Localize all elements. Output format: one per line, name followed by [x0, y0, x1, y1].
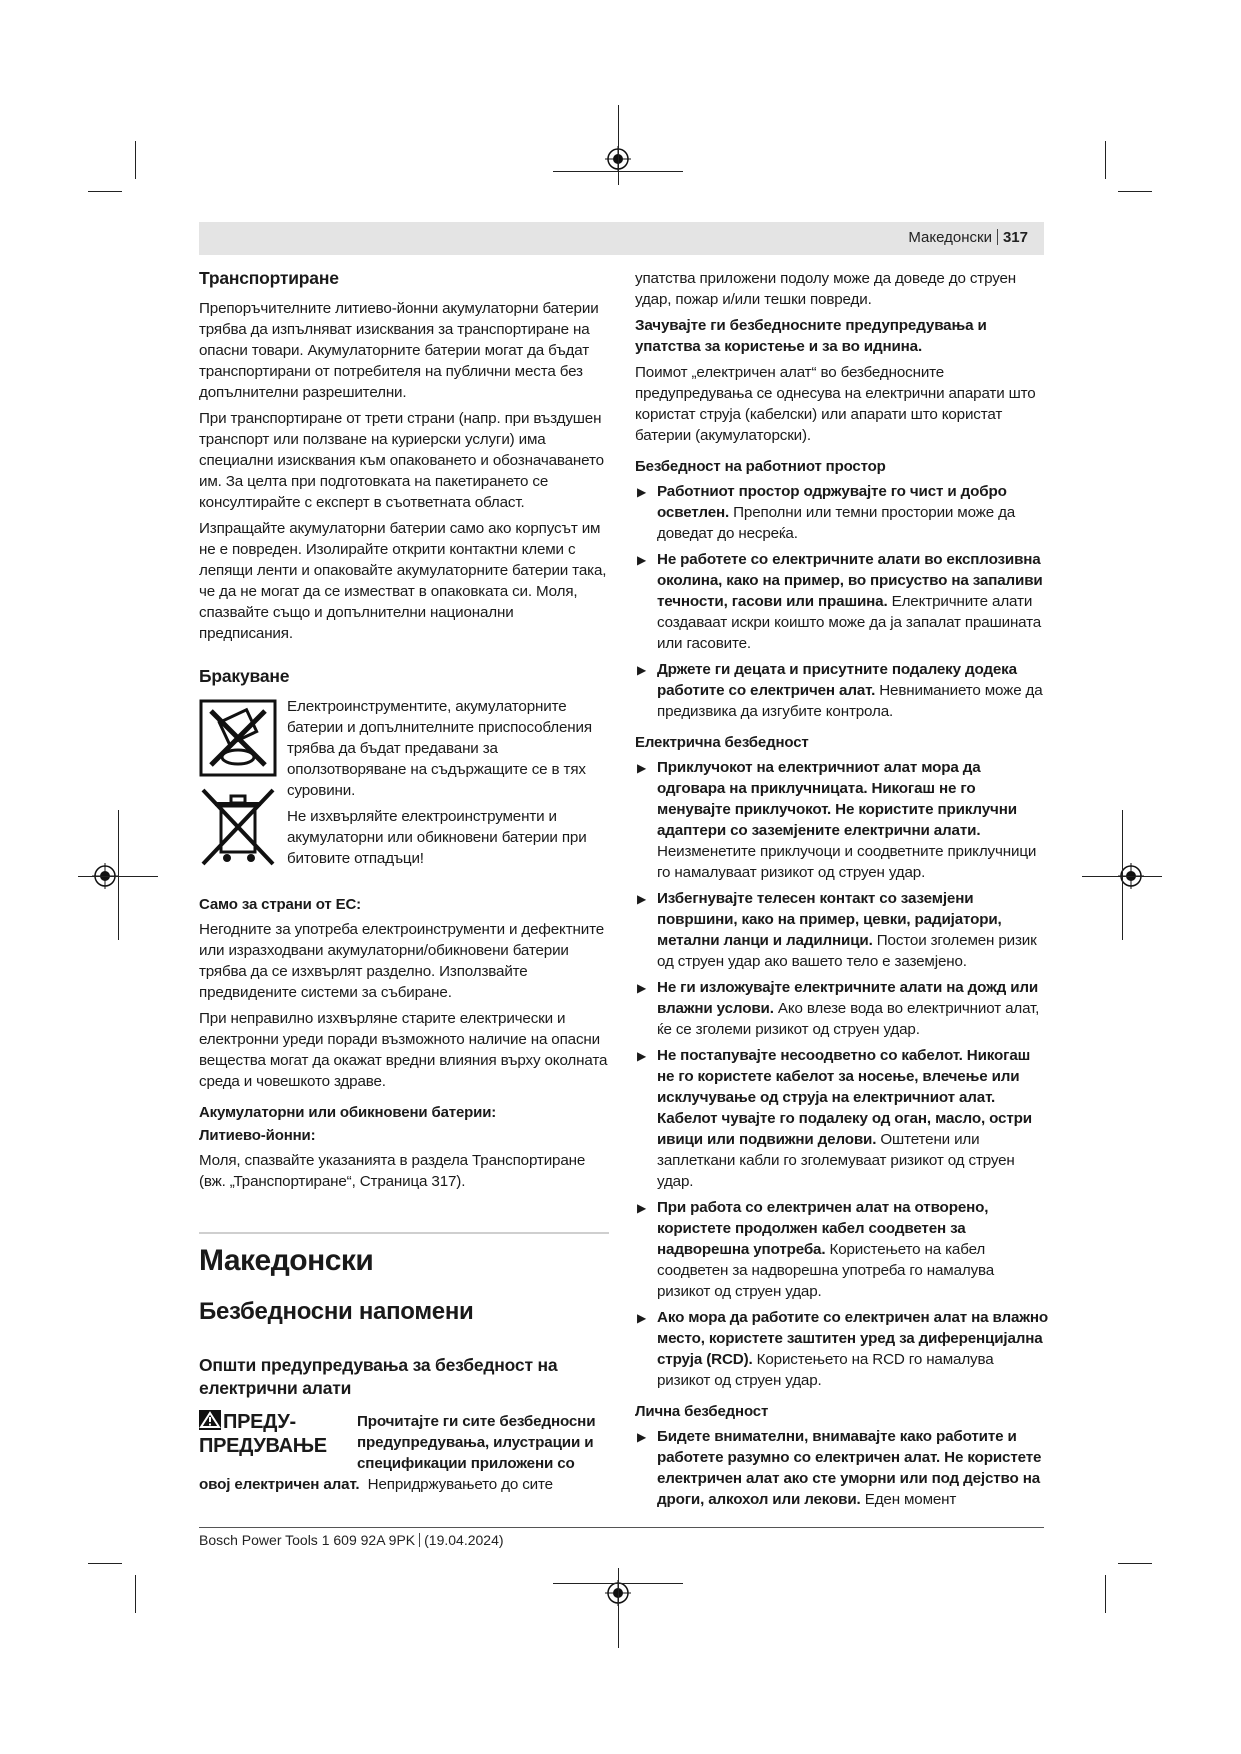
- warning-bold-line: предупредувања, илустрации и: [357, 1434, 594, 1451]
- warning-bold-line: спецификации приложени со: [357, 1455, 575, 1472]
- list-item-text: Неизменетите приклучоци и соодветните приклучници го намалуваат ризикот од струен удар.: [657, 843, 1037, 881]
- crop-mark: [1105, 141, 1106, 179]
- paragraph: упатства приложени подолу може да доведе до струен удар, пожар и/или тешки повреди.: [635, 270, 1017, 308]
- footer-rule: [199, 1527, 1044, 1528]
- crossed-bin-icon: [199, 786, 277, 868]
- list-item-bold: Приклучокот на електричниот алат мора да одговара на приклучницата. Никогаш не го менувајте приклучокот. Не користите приклучни адаптери со заземјените електрични алати.: [657, 759, 1017, 839]
- warning-label: [199, 1410, 327, 1458]
- subsection-title-work-area: Безбедност на работниот простор: [635, 458, 886, 475]
- registration-line: [618, 105, 619, 185]
- bullet-triangle-icon: ▶: [637, 1049, 647, 1063]
- crop-mark: [135, 141, 136, 179]
- bullet-triangle-icon: ▶: [637, 663, 647, 677]
- bullet-triangle-icon: ▶: [637, 485, 647, 499]
- registration-line: [553, 1583, 683, 1584]
- bullet-triangle-icon: ▶: [637, 981, 647, 995]
- warning-bold-line: овој електричен алат.: [199, 1476, 360, 1493]
- section-title-disposal: Бракуване: [199, 666, 290, 686]
- paragraph: При транспортиране от трети страни (напр. при въздушен транспорт или ползване на куриерски услуги) има специални изисквания към опаковането и обозначаването им. За целта при подготовката на пакетирането се консултирайте с експерт в съответната област.: [199, 410, 604, 511]
- bullet-triangle-icon: ▶: [637, 892, 647, 906]
- warning-rest: Непридржувањето до сите: [367, 1476, 553, 1493]
- list-personal: [635, 1426, 1050, 1510]
- bullet-triangle-icon: ▶: [637, 553, 647, 567]
- list-item-text: Користењето на RCD го намалува ризикот од струен удар.: [657, 1351, 994, 1389]
- subsection-title-eu: Само за страни от ЕС:: [199, 896, 361, 913]
- disposal-block: [199, 696, 609, 884]
- paragraph: Не изхвърляйте електроинструменти и акумулаторни или обикновени батерии при битовите отпадъци!: [287, 808, 587, 867]
- warning-triangle-icon: [199, 1410, 221, 1430]
- subsection-title-personal: Лична безбедност: [635, 1403, 769, 1420]
- subsection-title-batteries: Акумулаторни или обикновени батерии:: [199, 1104, 497, 1121]
- paragraph: Поимот „електричен алат“ во безбедносните предупредувања се однесува на електрични апарати што користат струја (кабелски) или апарати што користат батерии (акумулаторски).: [635, 364, 1036, 444]
- subsection-title-electrical: Електрична безбедност: [635, 734, 809, 751]
- paragraph: Препоръчителните литиево-йонни акумулаторни батерии трябва да изпълняват изисквания за транспортиране на опасни товари. Акумулаторните батерии могат да бъдат транспортирани от потребителя на публични места без допълнителни разрешителни.: [199, 300, 599, 401]
- list-item: [635, 549, 1050, 654]
- footer-brand: Bosch Power Tools: [199, 1532, 318, 1548]
- section-title-transport: Транспортиране: [199, 268, 339, 288]
- list-item-bold: Работниот простор одржувајте го чист и добро осветлен.: [657, 483, 1007, 521]
- registration-line: [78, 876, 158, 877]
- list-item-bold: Не ги изложувајте електричните алати на дожд или влажни услови.: [657, 979, 1039, 1017]
- paragraph: Електроинструментите, акумулаторните батерии и допълнителните приспособления трябва да бъдат предавани за оползотворяване на съдържащите се в тях суровини.: [287, 698, 592, 799]
- language-title: Македонски: [199, 1244, 374, 1277]
- bullet-triangle-icon: ▶: [637, 1430, 647, 1444]
- list-item-text: Постои зголемен ризик од струен удар ако вашето тело е заземјено.: [657, 932, 1037, 970]
- warning-text-block: [357, 1411, 607, 1474]
- list-electrical: [635, 757, 1050, 1391]
- list-item: [635, 1307, 1050, 1391]
- general-warnings-title: Општи предупредувања за безбедност на електрични алати: [199, 1355, 558, 1398]
- section-rule: [199, 1232, 609, 1234]
- list-item: [635, 1426, 1050, 1510]
- registration-line: [618, 1568, 619, 1648]
- list-item-text: Преполни или темни простории може да доведат до несреќа.: [657, 504, 1016, 542]
- bullet-triangle-icon: ▶: [637, 1311, 647, 1325]
- paragraph: Моля, спазвайте указанията в раздела Транспортиране (вж. „Транспортиране“, Страница 317).: [199, 1152, 586, 1190]
- list-item-bold: Избегнувајте телесен контакт со заземјени површини, како на пример, цевки, радијатори, метални ланци и ладилници.: [657, 890, 1002, 949]
- list-item-bold: Ако мора да работите со електричен алат на влажно место, користете заштитен уред за диференцијална струја (RCD).: [657, 1309, 1049, 1368]
- bullet-triangle-icon: ▶: [637, 1201, 647, 1215]
- warning-text-last: [199, 1474, 609, 1495]
- header-section: Македонски: [908, 229, 992, 246]
- list-item-text: Невниманието може да предизвика да изгубите контрола.: [657, 682, 1043, 720]
- paragraph: Изпращайте акумулаторни батерии само ако корпусът им не е повреден. Изолирайте открити контактни клеми с лепящи ленти и опаковайте акумулаторните батерии така, че да не могат да се изместват в опаковката си. Моля, спазвайте също и допълнителни национални предписания.: [199, 520, 607, 642]
- list-item-bold: Бидете внимателни, внимавајте како работите и работете разумно со електричен алат. Не користете електричен алат ако сте уморни или под дејство на дроги, алкохол или лекови.: [657, 1428, 1042, 1508]
- list-item: [635, 977, 1050, 1040]
- keep-instructions: Зачувајте ги безбедносните предупредувања и упатства за користење и за во иднина.: [635, 317, 987, 355]
- list-item-bold: Не постапувајте несоодветно со кабелот. Никогаш не го користете кабелот за носење, влечење или исклучување од струја на електричниот алат. Кабелот чувајте го подалеку од оган, масло, остри ивици или подвижни делови.: [657, 1047, 1032, 1148]
- crop-mark: [88, 191, 122, 192]
- registration-line: [118, 810, 119, 940]
- bullet-triangle-icon: ▶: [637, 761, 647, 775]
- warning-label-line1: ПРЕДУ-: [223, 1411, 296, 1433]
- no-household-waste-icon: [199, 699, 277, 777]
- warning-label-line2: ПРЕДУВАЊЕ: [199, 1435, 327, 1457]
- subsection-title-liion: Литиево-йонни:: [199, 1127, 316, 1144]
- safety-title: Безбедносни напомени: [199, 1298, 474, 1325]
- list-item-bold: При работа со електричен алат на отворено, користете продолжен кабел соодветен за надворешна употреба.: [657, 1199, 989, 1258]
- right-column: [635, 268, 1050, 1515]
- page-header: [199, 222, 1044, 255]
- left-column: [199, 268, 609, 1197]
- list-item-bold: Држете ги децата и присутните подалеку додека работите со електричен алат.: [657, 661, 1017, 699]
- list-item-text: Електричните алати создаваат искри коишто може да ја запалат прашината или гасовите.: [657, 593, 1042, 652]
- paragraph: При неправилно изхвърляне старите електрически и електронни уреди поради възможното наличие на опасни вещества могат да окажат вредни влияния върху околната среда и човешкото здраве.: [199, 1010, 608, 1090]
- list-item: [635, 1045, 1050, 1192]
- crop-mark: [88, 1563, 122, 1564]
- header-text: [908, 229, 1028, 246]
- crop-mark: [1118, 1563, 1152, 1564]
- crop-mark: [1105, 1575, 1106, 1613]
- list-item: [635, 1197, 1050, 1302]
- list-work-area: [635, 481, 1050, 722]
- list-item: [635, 757, 1050, 883]
- list-item: [635, 481, 1050, 544]
- registration-line: [553, 171, 683, 172]
- paragraph: Негодните за употреба електроинструменти и дефектните или изразходвани акумулаторни/обикновени батерии трябва да се изхвърлят разделно. Използвайте предвидените системи за събиране.: [199, 921, 605, 1001]
- warning-bold-line: Прочитајте ги сите безбедносни: [357, 1413, 596, 1430]
- crop-mark: [1118, 191, 1152, 192]
- footer-date: (19.04.2024): [424, 1532, 504, 1548]
- footer-docnum: 1 609 92A 9PK: [321, 1532, 416, 1548]
- registration-line: [1082, 876, 1162, 877]
- registration-line: [1122, 810, 1123, 940]
- page-footer: [199, 1532, 504, 1548]
- page-number: 317: [1002, 229, 1028, 246]
- list-item-text: Користењето на кабел соодветен за надворешна употреба го намалува ризикот од струен удар.: [657, 1241, 995, 1300]
- list-item-bold: Не работете со електричните алати во експлозивна околина, како на пример, во присуство на запаливи течности, гасови или прашина.: [657, 551, 1043, 610]
- list-item: [635, 888, 1050, 972]
- list-item-text: Еден момент: [860, 1491, 957, 1508]
- list-item: [635, 659, 1050, 722]
- list-item-text: Оштетени или заплеткани кабли го зголемуваат ризикот од струен удар.: [657, 1131, 1015, 1190]
- list-item-text: Ако влезе вода во електричниот алат, ќе се зголеми ризикот од струен удар.: [657, 1000, 1040, 1038]
- crop-mark: [135, 1575, 136, 1613]
